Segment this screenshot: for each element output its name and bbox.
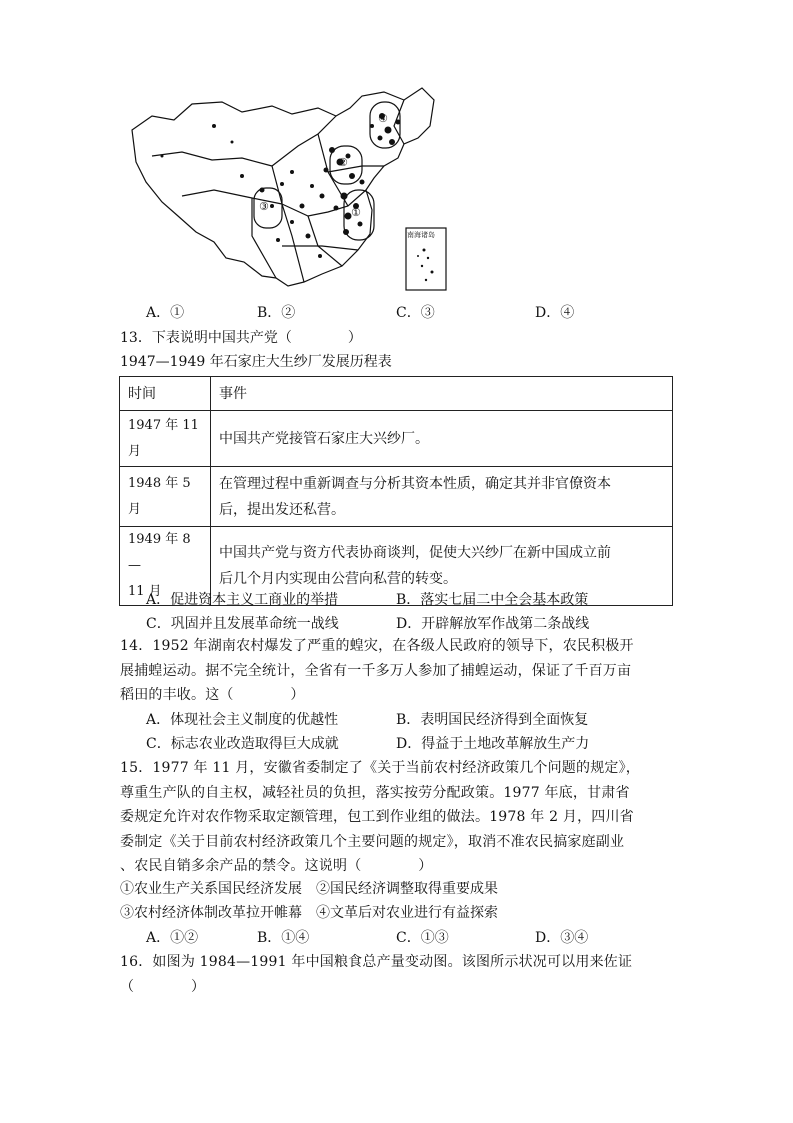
- row-event-line: 在管理过程中重新调查与分析其资本性质，确定其并非官僚资本: [219, 475, 611, 492]
- q15-statement-2: ③农村经济体制改革拉开帷幕 ④文革后对农业进行有益探索: [120, 905, 498, 921]
- q13-option-b[interactable]: B．落实七届二中全会基本政策: [396, 592, 589, 608]
- marker-2: ②: [338, 156, 348, 169]
- q16-stem-line: （ ）: [120, 978, 206, 995]
- row-event: [211, 467, 673, 527]
- inset-label: 南海诸岛: [407, 231, 435, 239]
- row-event-line: 后几个月内实现由公营向私营的转变。: [219, 571, 457, 587]
- q15-stem-line: 、农民自销多余产品的禁令。这说明（ ）: [120, 858, 433, 874]
- map-dots: [161, 113, 401, 258]
- q15-stem-line: 尊重生产队的自主权，减轻社员的负担，落实按劳分配政策。1977 年底，甘肃省: [120, 784, 630, 801]
- row-time: [120, 467, 211, 527]
- china-map-figure: [122, 86, 458, 298]
- q13-option-c[interactable]: C．巩固并且发展革命统一战线: [146, 616, 339, 632]
- row-event-line: 中国共产党接管石家庄大兴纱厂。: [219, 430, 429, 447]
- q12-option-b[interactable]: B．②: [257, 305, 296, 321]
- table-row: [120, 411, 673, 467]
- south-sea-inset: [406, 228, 446, 290]
- marker-3: ③: [259, 200, 269, 213]
- q12-option-a[interactable]: A．①: [146, 305, 185, 321]
- q12-option-c[interactable]: C．③: [396, 305, 435, 321]
- q14-option-c[interactable]: C．标志农业改造取得巨大成就: [146, 736, 339, 752]
- table-row: [120, 467, 673, 527]
- q15-option-d[interactable]: D．③④: [535, 930, 589, 946]
- q14-option-a[interactable]: A．体现社会主义制度的优越性: [146, 712, 339, 728]
- q15-option-a[interactable]: A．①②: [146, 930, 199, 946]
- q14-stem: [120, 634, 676, 708]
- q14-stem-line: 展捕蝗运动。据不完全统计，全省有一千多万人参加了捕蝗运动，保证了千百万亩: [120, 662, 632, 679]
- q13-table-title: 1947—1949 年石家庄大生纱厂发展历程表: [120, 354, 392, 370]
- row-event: [211, 411, 673, 467]
- q16-stem-line: 16．如图为 1984—1991 年中国粮食总产量变动图。该图所示状况可以用来佐证: [120, 954, 633, 970]
- row-time: [120, 411, 211, 467]
- q14-option-d[interactable]: D．得益于土地改革解放生产力: [396, 736, 590, 752]
- row-time-line: 月: [128, 443, 142, 459]
- map-outline: [132, 88, 434, 286]
- q15-option-b[interactable]: B．①④: [257, 930, 310, 946]
- row-time-line: 月: [128, 501, 142, 517]
- row-event-line: 后，提出发还私营。: [219, 501, 345, 518]
- q14-stem-line: 14．1952 年湖南农村爆发了严重的蝗灾，在各级人民政府的领导下，农民积极开: [120, 638, 634, 654]
- table-header-row: [120, 377, 673, 411]
- row-time-line: 1947 年 11: [128, 417, 199, 433]
- row-time-line: 1949 年 8—: [128, 532, 191, 573]
- q14-stem-line: 稻田的丰收。这（ ）: [120, 687, 305, 703]
- q15-option-c[interactable]: C．①③: [396, 930, 449, 946]
- q13-table: [119, 376, 673, 606]
- q14-option-b[interactable]: B．表明国民经济得到全面恢复: [396, 712, 589, 728]
- row-time-line: 11 月: [128, 584, 162, 599]
- header-time: 时间: [120, 377, 211, 411]
- q13-option-d[interactable]: D．开辟解放军作战第二条战线: [396, 616, 590, 632]
- q12-option-d[interactable]: D．④: [535, 305, 575, 321]
- q15-stem-line: 15．1977 年 11 月，安徽省委制定了《关于当前农村经济政策几个问题的规定》，: [120, 760, 641, 776]
- row-event-line: 中国共产党与资方代表协商谈判，促使大兴纱厂在新中国成立前: [219, 545, 611, 561]
- q15-stem-line: 委规定允许对农作物采取定额管理，包工到作业组的做法。1978 年 2 月，四川省: [120, 809, 634, 825]
- marker-1: ①: [351, 206, 361, 219]
- header-event: 事件: [211, 377, 673, 411]
- row-time-line: 1948 年 5: [128, 475, 191, 491]
- marker-4: ④: [378, 112, 388, 125]
- q15-stem-line: 委制定《关于目前农村经济政策几个主要问题的规定》，取消不准农民搞家庭副业: [120, 833, 625, 850]
- q13-stem: 13．下表说明中国共产党（ ）: [120, 330, 362, 346]
- q15-statement-1: ①农业生产关系国民经济发展 ②国民经济调整取得重要成果: [120, 881, 498, 897]
- q16-stem: [120, 950, 676, 999]
- q13-option-a[interactable]: A．促进资本主义工商业的举措: [146, 592, 339, 608]
- q15-stem: [120, 756, 676, 879]
